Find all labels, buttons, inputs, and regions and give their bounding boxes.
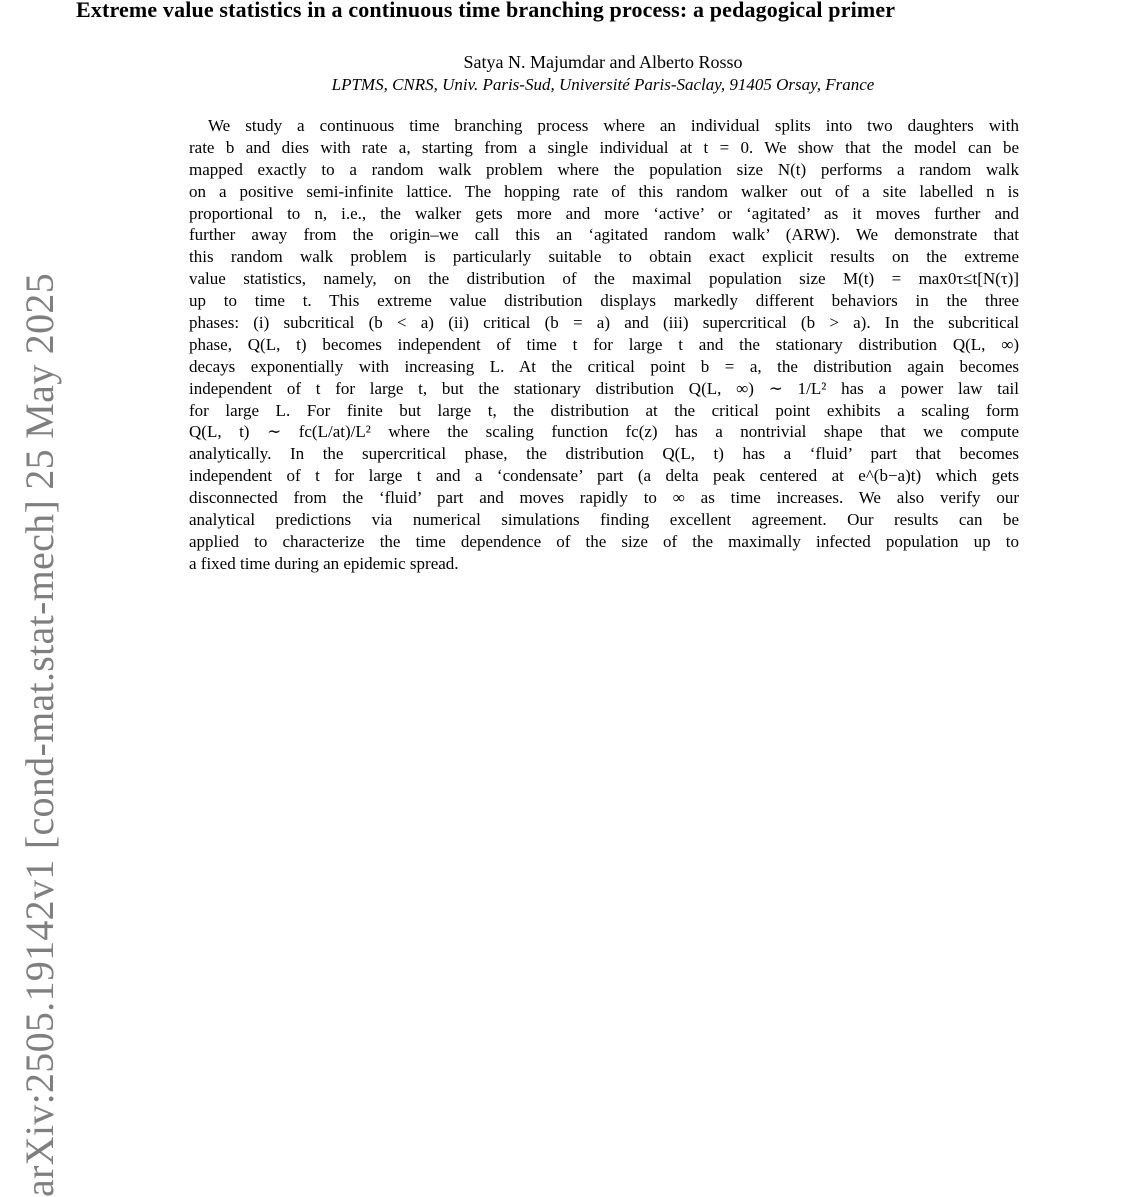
- abstract-line: further away from the origin–we call this an ‘agitated random walk’ (ARW). We demonstrate that: [189, 225, 1019, 245]
- abstract-line: value statistics, namely, on the distribution of the maximal population size M(t) = max0τ≤t[N(τ)]: [189, 269, 1019, 289]
- abstract-line: for large L. For finite but large t, the distribution at the critical point exhibits a scaling form: [189, 400, 1019, 420]
- abstract-line: on a positive semi-infinite lattice. The hopping rate of this random walker out of a site labelled n is: [189, 181, 1019, 201]
- abstract-line: a fixed time during an epidemic spread.: [189, 553, 459, 573]
- arxiv-identifier-stamp: arXiv:2505.19142v1 [cond-mat.stat-mech] 25 May 2025: [17, 273, 62, 1197]
- abstract-line: mapped exactly to a random walk problem where the population size N(t) performs a random walk: [189, 159, 1019, 179]
- abstract-line: Q(L, t) ∼ fc(L/at)/L² where the scaling function fc(z) has a nontrivial shape that we compute: [189, 422, 1019, 442]
- abstract-line: disconnected from the ‘fluid’ part and moves rapidly to ∞ as time increases. We also verify our: [189, 488, 1019, 508]
- abstract-line: this random walk problem is particularly suitable to obtain exact explicit results on the extreme: [189, 247, 1019, 267]
- abstract-line: independent of t for large t and a ‘condensate’ part (a delta peak centered at e^(b−a)t) which gets: [189, 466, 1019, 486]
- author-list: Satya N. Majumdar and Alberto Rosso: [463, 52, 743, 72]
- abstract-line: rate b and dies with rate a, starting from a single individual at t = 0. We show that the model can be: [189, 137, 1019, 157]
- abstract-line: up to time t. This extreme value distribution displays markedly different behaviors in the three: [189, 291, 1019, 311]
- abstract-line: analytical predictions via numerical simulations finding excellent agreement. Our results can be: [189, 510, 1019, 530]
- paper-title: Extreme value statistics in a continuous time branching process: a pedagogical primer: [76, 0, 896, 22]
- abstract-line: applied to characterize the time dependence of the size of the maximally infected population up to: [189, 531, 1019, 551]
- abstract-line: proportional to n, i.e., the walker gets more and more ‘active’ or ‘agitated’ as it moves further and: [189, 203, 1019, 223]
- abstract-line: phase, Q(L, t) becomes independent of time t for large t and the stationary distribution Q(L, ∞): [189, 334, 1019, 354]
- abstract: [189, 115, 1019, 575]
- abstract-line: decays exponentially with increasing L. At the critical point b = a, the distribution again becomes: [189, 356, 1019, 376]
- affiliation: LPTMS, CNRS, Univ. Paris-Sud, Université Paris-Saclay, 91405 Orsay, France: [331, 75, 875, 94]
- abstract-line: We study a continuous time branching process where an individual splits into two daughters with: [208, 116, 1019, 135]
- abstract-line: phases: (i) subcritical (b < a) (ii) critical (b = a) and (iii) supercritical (b > a). In the subcritical: [189, 313, 1019, 333]
- abstract-line: independent of t for large t, but the stationary distribution Q(L, ∞) ∼ 1/L² has a power law tail: [189, 378, 1019, 398]
- abstract-line: analytically. In the supercritical phase, the distribution Q(L, t) has a ‘fluid’ part that becomes: [189, 444, 1019, 464]
